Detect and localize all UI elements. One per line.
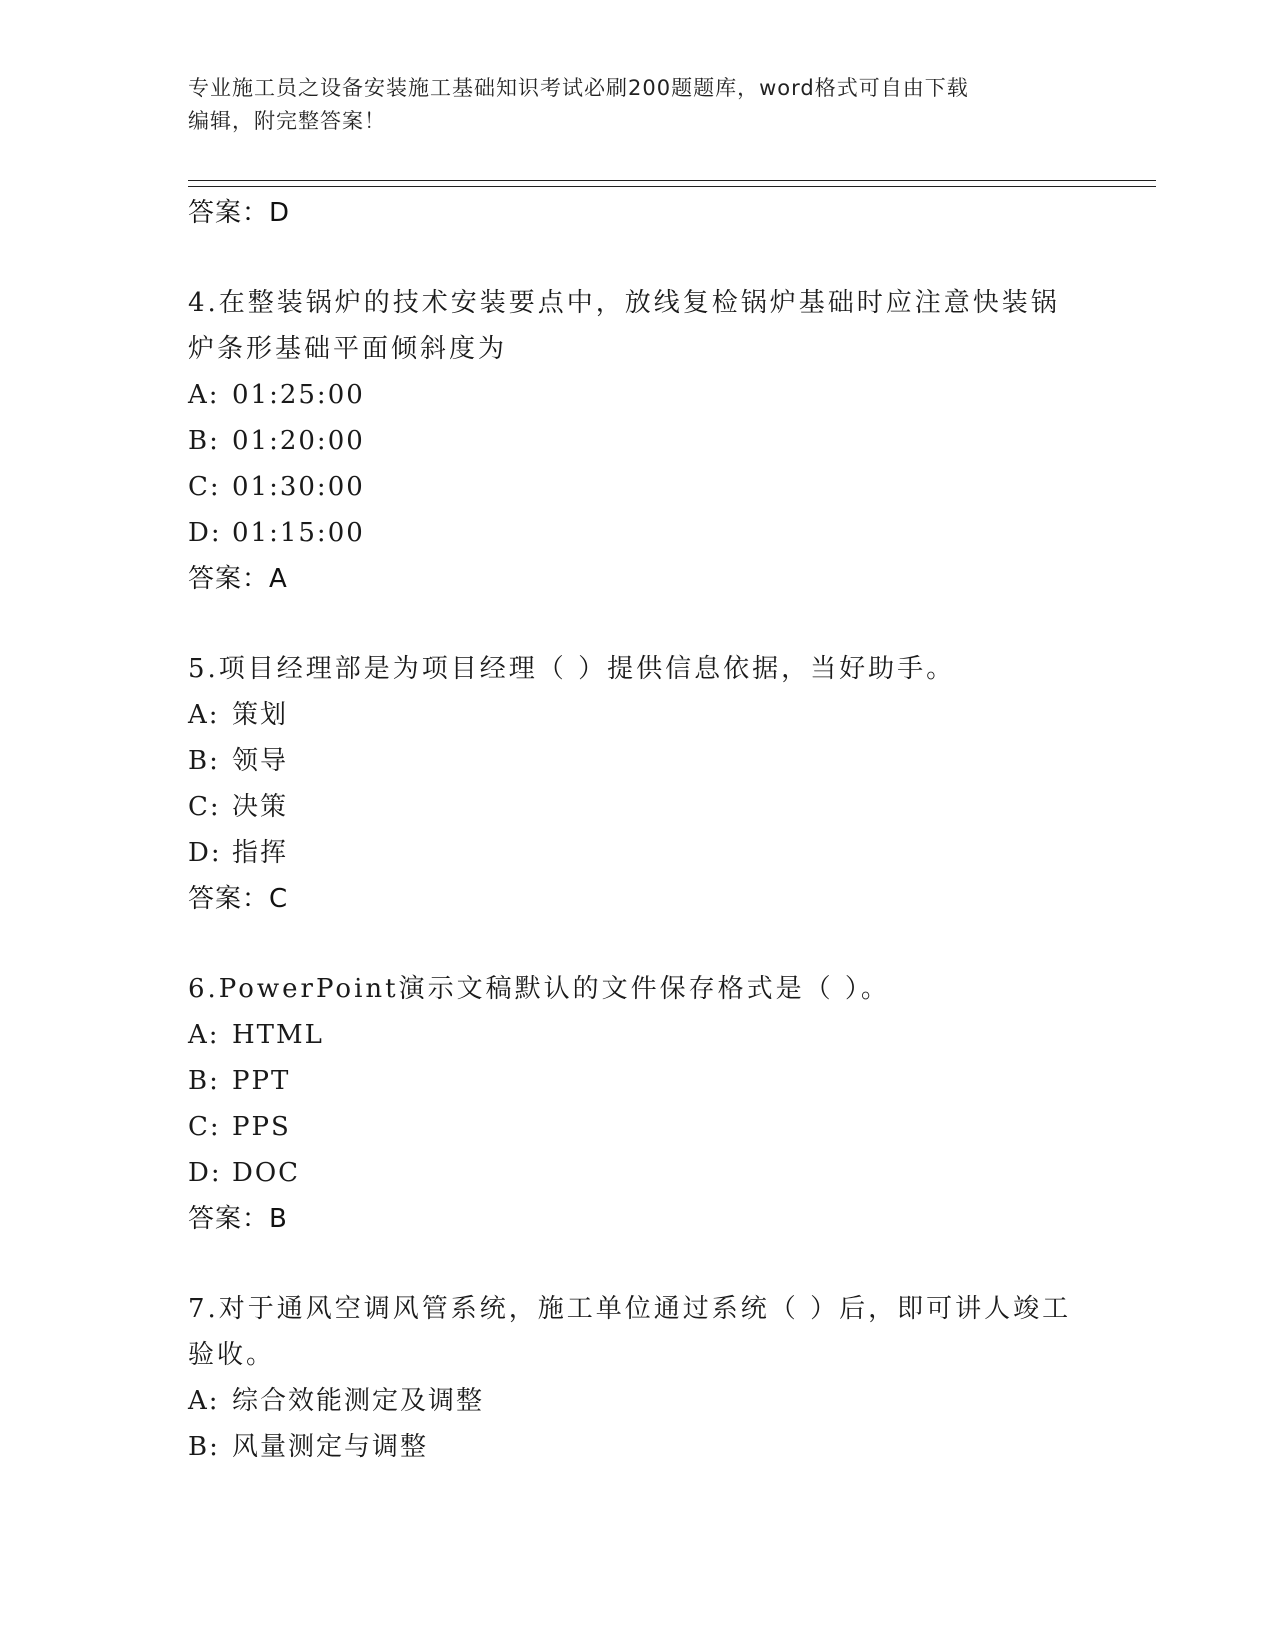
option-value: 01:15:00 bbox=[232, 518, 365, 548]
option-label: C: bbox=[188, 792, 221, 822]
question-list bbox=[188, 190, 1088, 1470]
option-label: C: bbox=[188, 1112, 221, 1142]
option-value: PPT bbox=[232, 1066, 291, 1096]
option-d bbox=[188, 510, 1088, 556]
question-text: 7.对于通风空调风管系统，施工单位通过系统（ ）后，即可讲人竣工验收。 bbox=[188, 1294, 1072, 1370]
option-a bbox=[188, 1378, 1088, 1424]
question-text: 6.PowerPoint演示文稿默认的文件保存格式是（ ）。 bbox=[188, 974, 890, 1004]
question-text: 5.项目经理部是为项目经理（ ）提供信息依据，当好助手。 bbox=[188, 654, 956, 684]
answer-line: 答案：C bbox=[188, 884, 289, 914]
question-7 bbox=[188, 1286, 1088, 1470]
option-value: DOC bbox=[232, 1158, 301, 1188]
question-4 bbox=[188, 280, 1088, 602]
option-label: A: bbox=[188, 380, 220, 410]
option-a bbox=[188, 372, 1088, 418]
option-a bbox=[188, 1012, 1088, 1058]
option-label: D: bbox=[188, 518, 222, 548]
option-label: C: bbox=[188, 472, 221, 502]
option-b bbox=[188, 1424, 1088, 1470]
option-label: A: bbox=[188, 1386, 220, 1416]
header-line-1: 专业施工员之设备安装施工基础知识考试必刷200题题库，word格式可自由下载 bbox=[188, 76, 969, 100]
answer-line: 答案：A bbox=[188, 564, 288, 594]
option-label: B: bbox=[188, 1066, 220, 1096]
option-value: 领导 bbox=[232, 746, 289, 776]
option-value: 01:25:00 bbox=[232, 380, 365, 410]
header-divider-top bbox=[188, 180, 1156, 181]
option-value: 决策 bbox=[232, 792, 289, 822]
question-text: 4.在整装锅炉的技术安装要点中，放线复检锅炉基础时应注意快装锅炉条形基础平面倾斜度为 bbox=[188, 288, 1060, 364]
option-c bbox=[188, 784, 1088, 830]
option-b bbox=[188, 738, 1088, 784]
option-c bbox=[188, 464, 1088, 510]
option-label: B: bbox=[188, 1432, 220, 1462]
option-label: D: bbox=[188, 1158, 222, 1188]
option-value: 01:20:00 bbox=[232, 426, 365, 456]
option-label: D: bbox=[188, 838, 222, 868]
option-d bbox=[188, 1150, 1088, 1196]
answer-line: 答案：D bbox=[188, 198, 291, 228]
option-d bbox=[188, 830, 1088, 876]
option-b bbox=[188, 418, 1088, 464]
header-divider-bottom bbox=[188, 186, 1156, 187]
answer-line: 答案：B bbox=[188, 1204, 288, 1234]
option-b bbox=[188, 1058, 1088, 1104]
option-value: 01:30:00 bbox=[232, 472, 365, 502]
option-c bbox=[188, 1104, 1088, 1150]
option-label: A: bbox=[188, 1020, 220, 1050]
option-value: 风量测定与调整 bbox=[232, 1432, 429, 1462]
option-value: 策划 bbox=[232, 700, 289, 730]
option-value: 指挥 bbox=[232, 838, 289, 868]
option-a bbox=[188, 692, 1088, 738]
option-value: HTML bbox=[232, 1020, 324, 1050]
option-label: B: bbox=[188, 746, 220, 776]
option-label: A: bbox=[188, 700, 220, 730]
question-6 bbox=[188, 966, 1088, 1242]
header-line-2: 编辑，附完整答案！ bbox=[188, 109, 386, 133]
document-header bbox=[188, 72, 1068, 138]
option-label: B: bbox=[188, 426, 220, 456]
option-value: 综合效能测定及调整 bbox=[232, 1386, 485, 1416]
question-5 bbox=[188, 646, 1088, 922]
option-value: PPS bbox=[232, 1112, 291, 1142]
